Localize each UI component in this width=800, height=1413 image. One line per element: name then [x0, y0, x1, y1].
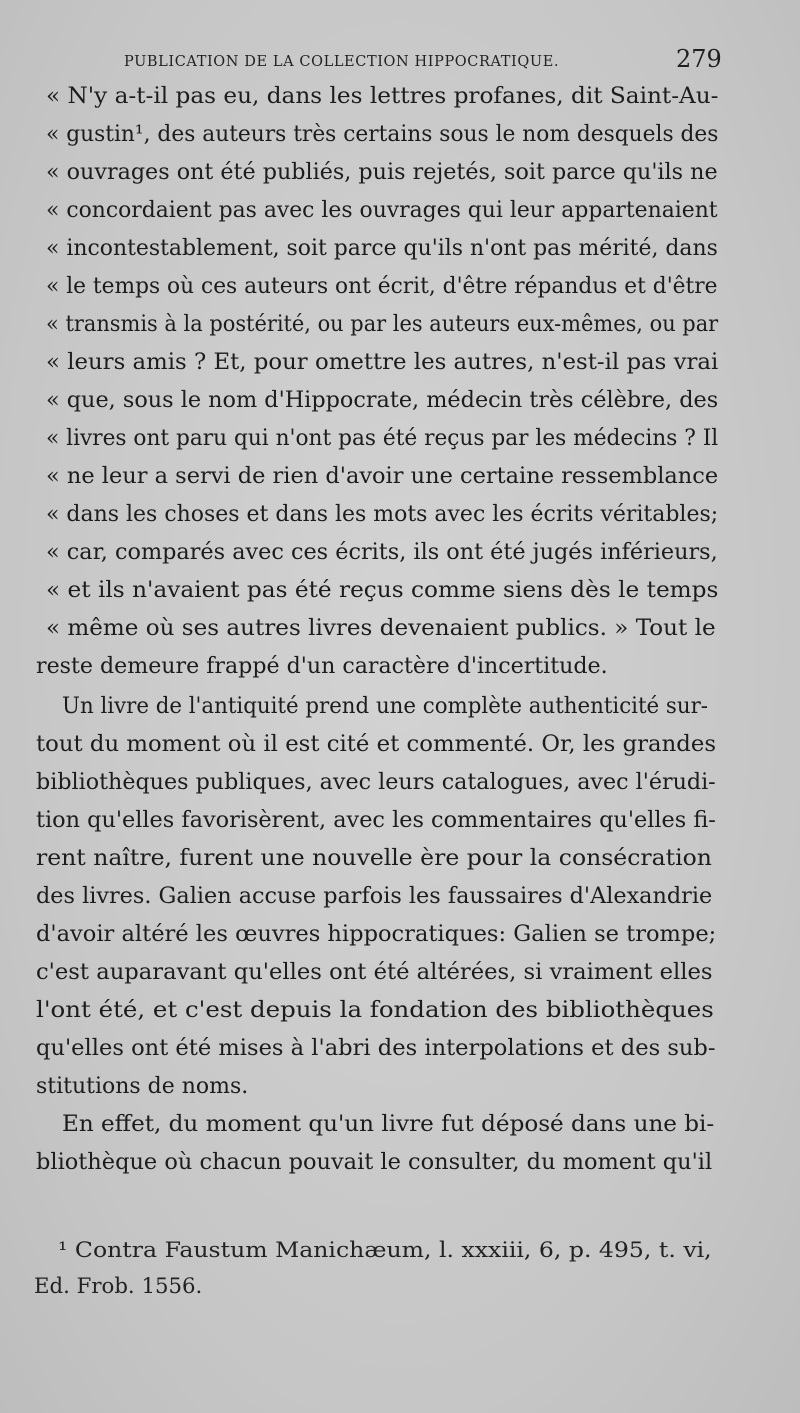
text-line: « le temps où ces auteurs ont écrit, d'être répandus et d'être [46, 273, 718, 299]
text-line: stitutions de noms. [36, 1073, 249, 1099]
text-line: « que, sous le nom d'Hippocrate, médecin très célèbre, des [46, 387, 719, 413]
text-line: d'avoir altéré les œuvres hippocratiques: Galien se trompe; [36, 921, 717, 947]
text-line: « leurs amis ? Et, pour omettre les autres, n'est-il pas vrai [46, 349, 719, 375]
text-line: « incontestablement, soit parce qu'ils n'ont pas mérité, dans [46, 235, 718, 261]
text-line: des livres. Galien accuse parfois les faussaires d'Alexandrie [36, 883, 713, 909]
text-line: rent naître, furent une nouvelle ère pour la consécration [36, 845, 712, 871]
running-head [0, 45, 800, 78]
text-line: bibliothèques publiques, avec leurs catalogues, avec l'érudi- [36, 769, 716, 795]
text-line: « dans les choses et dans les mots avec les écrits véritables; [46, 501, 719, 527]
text-line: « concordaient pas avec les ouvrages qui leur appartenaient [46, 197, 718, 223]
text-line: « ouvrages ont été publiés, puis rejetés, soit parce qu'ils ne [46, 159, 718, 185]
page-number: 279 [676, 45, 722, 73]
text-line: « car, comparés avec ces écrits, ils ont été jugés inférieurs, [46, 539, 718, 565]
text-line: « ne leur a servi de rien d'avoir une certaine ressemblance [46, 463, 719, 489]
text-line: l'ont été, et c'est depuis la fondation des bibliothèques [36, 997, 714, 1023]
text-line: « même où ses autres livres devenaient publics. » Tout le [46, 615, 716, 641]
footnote-line: Ed. Frob. 1556. [34, 1274, 203, 1298]
text-line: « gustin¹, des auteurs très certains sous le nom desquels des [46, 121, 719, 147]
text-line: « N'y a-t-il pas eu, dans les lettres profanes, dit Saint-Au- [46, 83, 719, 109]
text-line: qu'elles ont été mises à l'abri des interpolations et des sub- [36, 1035, 716, 1061]
text-line: reste demeure frappé d'un caractère d'incertitude. [36, 653, 608, 679]
footnote-line: ¹ Contra Faustum Manichæum, l. xxxiii, 6, p. 495, t. vi, [58, 1238, 712, 1262]
text-line: tout du moment où il est cité et commenté. Or, les grandes [36, 731, 717, 757]
text-line: En effet, du moment qu'un livre fut déposé dans une bi- [62, 1111, 715, 1137]
text-line: « livres ont paru qui n'ont pas été reçus par les médecins ? Il [46, 425, 719, 451]
text-line: Un livre de l'antiquité prend une complète authenticité sur- [62, 693, 708, 719]
text-line: « transmis à la postérité, ou par les auteurs eux-mêmes, ou par [46, 311, 719, 337]
text-line: c'est auparavant qu'elles ont été altérées, si vraiment elles [36, 959, 713, 985]
text-line: tion qu'elles favorisèrent, avec les commentaires qu'elles fi- [36, 807, 716, 833]
text-line: « et ils n'avaient pas été reçus comme siens dès le temps [46, 577, 719, 603]
running-title: PUBLICATION DE LA COLLECTION HIPPOCRATIQUE. [124, 54, 560, 70]
text-line: bliothèque où chacun pouvait le consulter, du moment qu'il [36, 1149, 713, 1175]
